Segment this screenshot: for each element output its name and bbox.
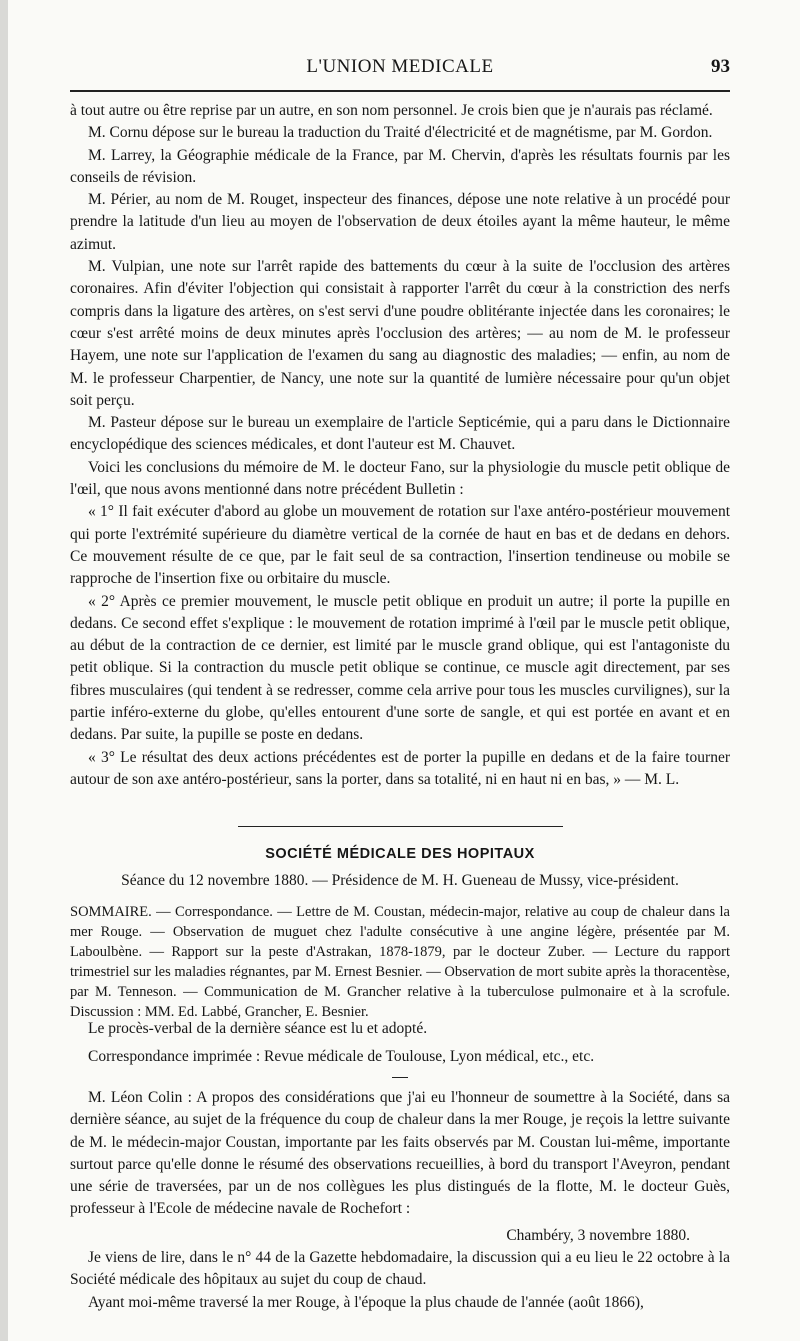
quote-paragraph: « 2° Après ce premier mouvement, le muscle petit oblique en produit un autre; il porte la pupille en dedans. Ce second effet s'explique : le mouvement de rotation imprimé à l'œil par le muscle petit oblique, au début de la contraction de ce dernier, est limité par le muscle grand oblique, qui est l'antagoniste du petit oblique. Si la contraction du muscle petit oblique se continue, ce muscle agit directement, par ses fibres musculaires (qui tendent à se redresser, comme cela arrive pour tous les muscles curvilignes), sur la partie inféro-externe du globe, qu'elles entourent d'une sorte de sangle, et qui est portée en avant et en dedans. Par suite, la pupille se poste en dedans.: [70, 592, 730, 744]
top-text-block: [70, 100, 730, 791]
colin-paragraph: M. Léon Colin : A propos des considérations que j'ai eu l'honneur de soumettre à la Société, dans sa dernière séance, au sujet de la fréquence du coup de chaleur dans la mer Rouge, je reçois la lettre suivante de M. le médecin-major Coustan, importante par les faits observés par M. Coustan lui-même, importante surtout parce qu'elle donne le résumé des observations recueillies, à bord du transport l'Aveyron, pendant une série de traversées, par un de nos collègues les plus distingués de la flotte, M. le docteur Guès, professeur à l'Ecole de médecine navale de Rochefort :: [70, 1089, 730, 1218]
header-rule: [70, 90, 730, 92]
short-separator: [392, 1077, 408, 1078]
quote-paragraph: « 1° Il fait exécuter d'abord au globe un mouvement de rotation sur l'axe antéro-postérieur mouvement qui porte l'extrémité supérieure du diamètre vertical de la cornée de haut en bas et de dedans en dehors. Ce mouvement résulte de ce que, par le fait seul de sa contraction, l'insertion tendineuse ou mobile se rapproche de l'insertion fixe ou orbitaire du muscle.: [70, 503, 730, 588]
paragraph: M. Pasteur dépose sur le bureau un exemplaire de l'article Septicémie, qui a paru dans le Dictionnaire encyclopédique des sciences médicales, et dont l'auteur est M. Chauvet.: [70, 414, 730, 454]
quote-paragraph: « 3° Le résultat des deux actions précédentes est de porter la pupille en dedans et de la faire tourner autour de son axe antéro-postérieur, sans la porter, dans sa totalité, ni en haut ni en bas, » — M. L.: [70, 748, 730, 788]
letter-paragraph: Ayant moi-même traversé la mer Rouge, à l'époque la plus chaude de l'année (août 1866),: [88, 1293, 644, 1311]
paragraph: Voici les conclusions du mémoire de M. le docteur Fano, sur la physiologie du muscle petit oblique de l'œil, que nous avons mentionné dans notre précédent Bulletin :: [70, 458, 730, 499]
correspondance: Correspondance imprimée : Revue médicale de Toulouse, Lyon médical, etc., etc.: [88, 1048, 595, 1066]
letter-date: Chambéry, 3 novembre 1880.: [506, 1226, 690, 1244]
paragraph: M. Larrey, la Géographie médicale de la France, par M. Chervin, d'après les résultats fournis par les conseils de révision.: [70, 146, 730, 186]
letter-paragraph: Je viens de lire, dans le n° 44 de la Gazette hebdomadaire, la discussion qui a eu lieu le 22 octobre à la Société médicale des hôpitaux au sujet du coup de chaud.: [70, 1249, 730, 1289]
running-header: [70, 56, 730, 86]
paragraph: M. Périer, au nom de M. Rouget, inspecteur des finances, dépose une note relative à un procédé pour prendre la latitude d'un lieu au moyen de l'observation de deux étoiles ayant la même hauteur, le même azimut.: [70, 191, 730, 253]
sommaire: SOMMAIRE. — Correspondance. — Lettre de M. Coustan, médecin-major, relative au coup de chaleur dans la mer Rouge. — Observation de muguet chez l'adulte consécutive à une angine légère, présentée par M. Laboulbène. — Rapport sur la peste d'Astrakan, 1878-1879, par le docteur Zuber. — Lecture du rapport trimestriel sur les maladies régnantes, par M. Ernest Besnier. — Observation de mort subite après la thoracentèse, par M. Tenneson. — Communication de M. Grancher relative à la tuberculose pulmonaire et à la scrofule. Discussion : MM. Ed. Labbé, Grancher, E. Besnier.: [70, 904, 730, 1020]
journal-title: L'UNION MEDICALE: [306, 56, 494, 77]
proces-verbal: Le procès-verbal de la dernière séance est lu et adopté.: [88, 1020, 428, 1037]
sommaire-block: [70, 902, 730, 1022]
page-number: 93: [711, 56, 730, 77]
seance-line: Séance du 12 novembre 1880. — Présidence de M. H. Gueneau de Mussy, vice-président.: [121, 872, 679, 889]
section-title: SOCIÉTÉ MÉDICALE DES HOPITAUX: [265, 846, 535, 862]
paragraph: M. Vulpian, une note sur l'arrêt rapide des battements du cœur à la suite de l'occlusion des artères coronaires. Afin d'éviter l'objection qui consistait à rapporter l'arrêt du cœur à la constriction des nerfs compris dans la ligature des artères, on s'est servi d'une poudre oblitérante injectée dans les coronaires; le cœur s'est arrêté moins de deux minutes après l'occlusion des artères; — au nom de M. le professeur Hayem, une note sur l'application de l'examen du sang au diagnostic des maladies; — enfin, au nom de M. le professeur Charpentier, de Nancy, une note sur la quantité de lumière nécessaire pour qu'un objet soit perçu.: [70, 258, 730, 409]
proces-verbal-block: [70, 1018, 730, 1069]
paragraph: à tout autre ou être reprise par un autre, en son nom personnel. Je crois bien que je n'aurais pas réclamé.: [70, 102, 713, 119]
letter-block: [70, 1087, 730, 1314]
section-separator: [238, 826, 563, 827]
paragraph: M. Cornu dépose sur le bureau la traduction du Traité d'électricité et de magnétisme, par M. Gordon.: [88, 124, 713, 142]
